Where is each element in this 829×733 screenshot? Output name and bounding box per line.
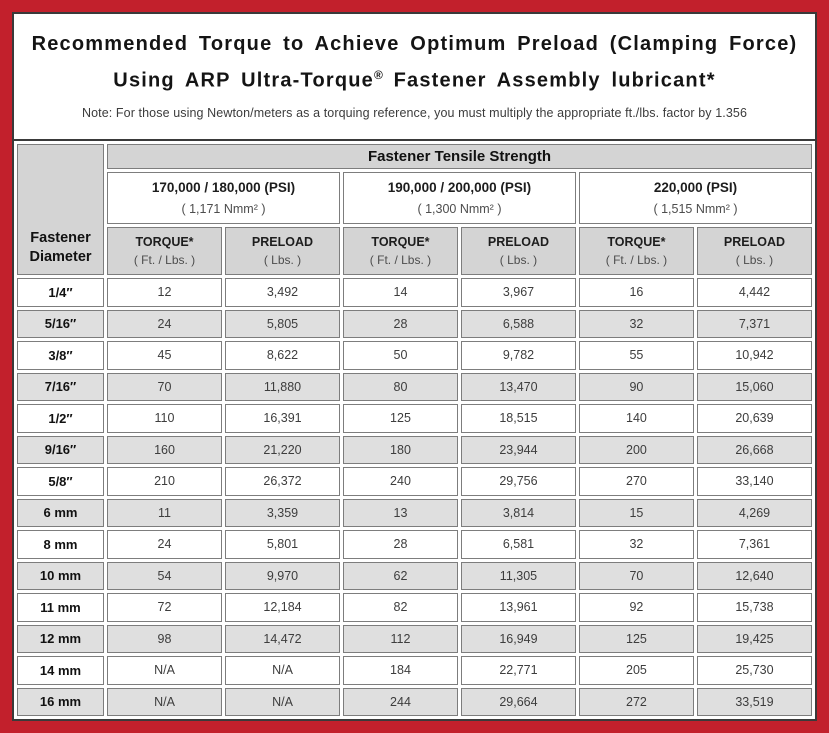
diameter-cell: 12 mm [17, 625, 104, 654]
preload-cell: 12,640 [697, 562, 812, 591]
preload-cell: 9,970 [225, 562, 340, 591]
torque-cell: 24 [107, 530, 222, 559]
diameter-cell: 16 mm [17, 688, 104, 717]
preload-cell: 18,515 [461, 404, 576, 433]
torque-cell: 28 [343, 310, 458, 339]
preload-unit: ( Lbs. ) [735, 253, 774, 267]
torque-label: TORQUE* [371, 235, 430, 249]
psi-group-220 [579, 172, 812, 224]
preload-cell: 12,184 [225, 593, 340, 622]
page-title-line2 [14, 60, 815, 97]
torque-cell: 272 [579, 688, 694, 717]
nmm-label: ( 1,300 Nmm² ) [417, 202, 502, 216]
torque-unit: ( Ft. / Lbs. ) [369, 253, 432, 267]
preload-cell: 6,588 [461, 310, 576, 339]
preload-cell: 10,942 [697, 341, 812, 370]
torque-table [14, 141, 815, 719]
torque-label: TORQUE* [607, 235, 666, 249]
torque-unit: ( Ft. / Lbs. ) [133, 253, 196, 267]
preload-cell: 5,801 [225, 530, 340, 559]
torque-cell: 54 [107, 562, 222, 591]
torque-cell: 210 [107, 467, 222, 496]
torque-cell: 180 [343, 436, 458, 465]
preload-cell: 21,220 [225, 436, 340, 465]
preload-cell: 33,519 [697, 688, 812, 717]
torque-cell: 28 [343, 530, 458, 559]
torque-table-wrap [14, 139, 815, 719]
registered-trademark-symbol: ® [374, 68, 383, 82]
preload-cell: 14,472 [225, 625, 340, 654]
diameter-cell: 5/16″ [17, 310, 104, 339]
torque-cell: N/A [107, 656, 222, 685]
note-text: Note: For those using Newton/meters as a torquing reference, you must multiply the appropriate ft./lbs. factor by 1.356 [81, 105, 747, 120]
psi-group-170-180 [107, 172, 340, 224]
preload-cell: 7,371 [697, 310, 812, 339]
preload-label: PRELOAD [723, 235, 786, 249]
preload-cell: 33,140 [697, 467, 812, 496]
preload-cell: 16,391 [225, 404, 340, 433]
preload-header-3 [697, 227, 812, 275]
torque-cell: 16 [579, 278, 694, 307]
title-block [14, 14, 815, 139]
preload-cell: 19,425 [697, 625, 812, 654]
table-row [17, 310, 812, 339]
diameter-cell: 8 mm [17, 530, 104, 559]
torque-cell: 110 [107, 404, 222, 433]
table-row [17, 562, 812, 591]
table-row [17, 625, 812, 654]
preload-cell: 13,470 [461, 373, 576, 402]
preload-cell: 3,967 [461, 278, 576, 307]
title-line2-text: Using ARP Ultra-Torque [113, 69, 375, 92]
table-row [17, 278, 812, 307]
table-row [17, 593, 812, 622]
torque-cell: 240 [343, 467, 458, 496]
torque-cell: 32 [579, 310, 694, 339]
preload-cell: 9,782 [461, 341, 576, 370]
torque-unit: ( Ft. / Lbs. ) [605, 253, 668, 267]
psi-group-190-200 [343, 172, 576, 224]
content-panel [12, 12, 817, 721]
torque-cell: 112 [343, 625, 458, 654]
torque-cell: 80 [343, 373, 458, 402]
preload-cell: 3,814 [461, 499, 576, 528]
torque-cell: 24 [107, 310, 222, 339]
diameter-cell: 6 mm [17, 499, 104, 528]
preload-cell: 15,738 [697, 593, 812, 622]
diameter-cell: 7/16″ [17, 373, 104, 402]
table-row [17, 656, 812, 685]
preload-unit: ( Lbs. ) [263, 253, 302, 267]
fastener-diameter-header: Fastener Diameter [17, 144, 104, 275]
torque-cell: 70 [579, 562, 694, 591]
preload-cell: 4,269 [697, 499, 812, 528]
torque-cell: 140 [579, 404, 694, 433]
preload-cell: 7,361 [697, 530, 812, 559]
diameter-cell: 11 mm [17, 593, 104, 622]
psi-label: 220,000 (PSI) [653, 180, 738, 195]
preload-cell: 26,668 [697, 436, 812, 465]
preload-cell: 13,961 [461, 593, 576, 622]
preload-cell: N/A [225, 656, 340, 685]
preload-cell: 6,581 [461, 530, 576, 559]
torque-cell: 270 [579, 467, 694, 496]
preload-cell: 11,880 [225, 373, 340, 402]
preload-cell: 25,730 [697, 656, 812, 685]
torque-header-3 [579, 227, 694, 275]
preload-cell: 4,442 [697, 278, 812, 307]
torque-cell: 82 [343, 593, 458, 622]
torque-cell: 55 [579, 341, 694, 370]
torque-cell: 125 [343, 404, 458, 433]
torque-header-2 [343, 227, 458, 275]
preload-cell: 3,492 [225, 278, 340, 307]
table-row [17, 467, 812, 496]
table-row [17, 436, 812, 465]
preload-cell: 3,359 [225, 499, 340, 528]
preload-unit: ( Lbs. ) [499, 253, 538, 267]
diameter-cell: 14 mm [17, 656, 104, 685]
title-line2-text-after: Fastener Assembly lubricant* [382, 69, 716, 92]
torque-cell: 13 [343, 499, 458, 528]
preload-label: PRELOAD [251, 235, 314, 249]
torque-cell: 98 [107, 625, 222, 654]
torque-cell: 50 [343, 341, 458, 370]
preload-cell: 26,372 [225, 467, 340, 496]
tensile-strength-header: Fastener Tensile Strength [107, 144, 812, 169]
preload-cell: 29,756 [461, 467, 576, 496]
table-row [17, 530, 812, 559]
table-row [17, 499, 812, 528]
preload-cell: 22,771 [461, 656, 576, 685]
header-row-psi [17, 172, 812, 224]
preload-header-2 [461, 227, 576, 275]
table-row [17, 404, 812, 433]
torque-cell: 90 [579, 373, 694, 402]
table-body [17, 278, 812, 716]
torque-cell: 32 [579, 530, 694, 559]
torque-cell: N/A [107, 688, 222, 717]
nmm-label: ( 1,171 Nmm² ) [181, 202, 266, 216]
table-row [17, 373, 812, 402]
torque-header-1 [107, 227, 222, 275]
torque-cell: 15 [579, 499, 694, 528]
diameter-cell: 10 mm [17, 562, 104, 591]
preload-cell: 20,639 [697, 404, 812, 433]
torque-cell: 14 [343, 278, 458, 307]
torque-cell: 70 [107, 373, 222, 402]
psi-label: 170,000 / 180,000 (PSI) [151, 180, 296, 195]
torque-cell: 205 [579, 656, 694, 685]
table-row [17, 341, 812, 370]
nmm-label: ( 1,515 Nmm² ) [653, 202, 738, 216]
preload-label: PRELOAD [487, 235, 550, 249]
torque-cell: 11 [107, 499, 222, 528]
diameter-cell: 5/8″ [17, 467, 104, 496]
preload-cell: 8,622 [225, 341, 340, 370]
diameter-cell: 9/16″ [17, 436, 104, 465]
preload-cell: 11,305 [461, 562, 576, 591]
torque-cell: 45 [107, 341, 222, 370]
preload-cell: 23,944 [461, 436, 576, 465]
psi-label: 190,000 / 200,000 (PSI) [387, 180, 532, 195]
torque-cell: 125 [579, 625, 694, 654]
torque-cell: 72 [107, 593, 222, 622]
preload-cell: 15,060 [697, 373, 812, 402]
torque-cell: 62 [343, 562, 458, 591]
torque-cell: 200 [579, 436, 694, 465]
torque-cell: 12 [107, 278, 222, 307]
diameter-cell: 1/2″ [17, 404, 104, 433]
diameter-cell: 3/8″ [17, 341, 104, 370]
torque-cell: 244 [343, 688, 458, 717]
preload-header-1 [225, 227, 340, 275]
torque-cell: 160 [107, 436, 222, 465]
torque-cell: 184 [343, 656, 458, 685]
header-row-units [17, 227, 812, 275]
diameter-cell: 1/4″ [17, 278, 104, 307]
page-title-line1: Recommended Torque to Achieve Optimum Preload (Clamping Force) [31, 33, 798, 55]
preload-cell: 29,664 [461, 688, 576, 717]
preload-cell: 16,949 [461, 625, 576, 654]
preload-cell: 5,805 [225, 310, 340, 339]
header-row-tensile [17, 144, 812, 169]
torque-label: TORQUE* [135, 235, 194, 249]
torque-cell: 92 [579, 593, 694, 622]
table-row [17, 688, 812, 717]
preload-cell: N/A [225, 688, 340, 717]
